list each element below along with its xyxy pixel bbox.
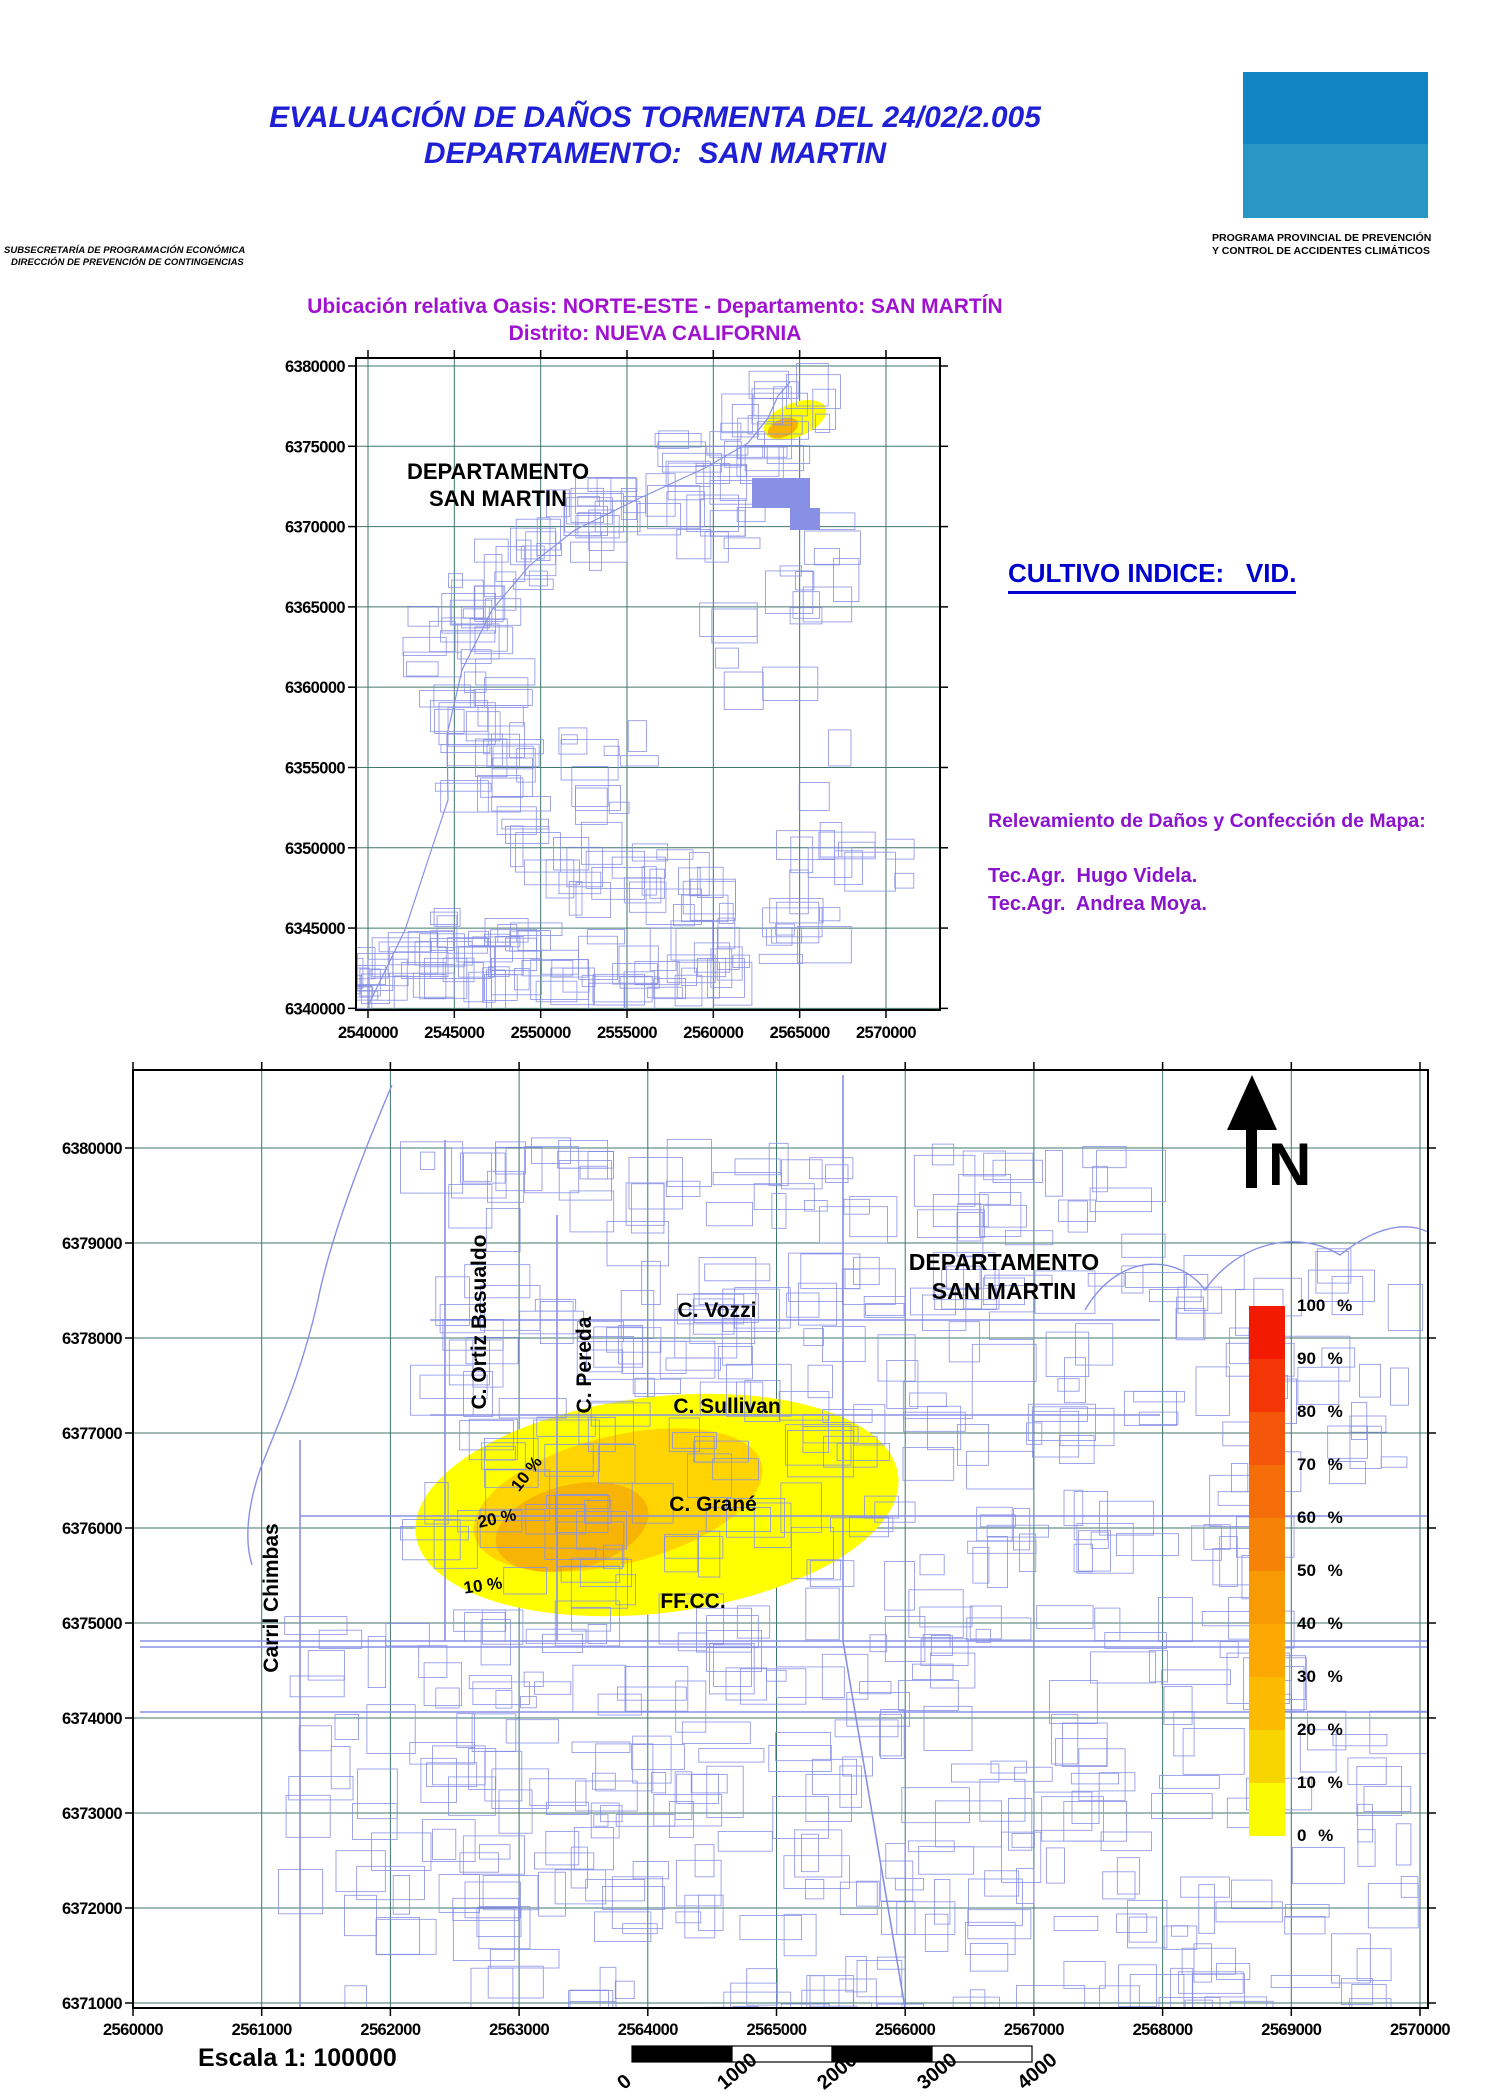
axis-tick-label: 6380000 (284, 358, 345, 376)
contour-percent-label: 10 % (462, 1573, 504, 1598)
axis-tick-label: 6373000 (61, 1805, 122, 1823)
north-label: N (1268, 1131, 1312, 1198)
tec-agr-1: Tec.Agr. Hugo Videla. (988, 865, 1198, 887)
scalebar-label: 2000 (813, 2048, 862, 2095)
program-line2: Y CONTROL DE ACCIDENTES CLIMÁTICOS (1212, 245, 1430, 257)
legend-label: 10 % (1297, 1773, 1343, 1792)
axis-tick-label: 2567000 (1003, 2021, 1064, 2039)
relevamiento-authors (988, 862, 1207, 918)
logo-bottom-band (1243, 144, 1428, 218)
axis-tick-label: 2563000 (489, 2021, 550, 2039)
axis-tick-label: 2569000 (1261, 2021, 1322, 2039)
axis-tick-label: 6375000 (61, 1615, 122, 1633)
axis-tick-label: 6345000 (284, 920, 345, 939)
agency-line1: SUBSECRETARÍA DE PROGRAMACIÓN ECONÓMICA (4, 245, 246, 256)
legend-label: 20 % (1297, 1720, 1343, 1739)
street-label: C. Vozzi (677, 1299, 757, 1322)
street-label: FF.CC. (660, 1590, 726, 1613)
axis-tick-label: 2565000 (769, 1024, 830, 1042)
street-label: C. Sullivan (673, 1395, 781, 1418)
street-label: Carril Chimbas (260, 1523, 283, 1673)
axis-tick-label: 6350000 (284, 839, 345, 858)
axis-tick-label: 6378000 (61, 1330, 122, 1348)
document-title (150, 100, 1160, 172)
legend-label: 0 % (1297, 1826, 1334, 1845)
title-line2: DEPARTAMENTO: SAN MARTIN (423, 137, 887, 170)
overview-department-line1: DEPARTAMENTO (406, 459, 590, 484)
axis-tick-label: 6360000 (284, 679, 345, 698)
axis-tick-label: 2564000 (617, 2021, 678, 2039)
map-subtitle (150, 293, 1160, 347)
scalebar-label: 3000 (913, 2048, 962, 2095)
relevamiento-title: Relevamiento de Daños y Confección de Mapa: (988, 810, 1426, 832)
subtitle-line2: Distrito: NUEVA CALIFORNIA (508, 322, 802, 345)
program-line1: PROGRAMA PROVINCIAL DE PREVENCIÓN (1212, 232, 1432, 244)
detail-department-label (878, 1248, 1130, 1306)
subtitle-line1: Ubicación relativa Oasis: NORTE-ESTE - Departamento: SAN MARTÍN (307, 295, 1003, 318)
legend-label: 70 % (1297, 1455, 1343, 1474)
legend-label: 60 % (1297, 1508, 1343, 1527)
axis-tick-label: 6370000 (284, 518, 345, 537)
axis-tick-label: 2555000 (596, 1024, 658, 1042)
legend-label: 100 % (1297, 1296, 1353, 1315)
axis-tick-label: 6365000 (284, 598, 345, 617)
axis-tick-label: 2562000 (360, 2021, 421, 2039)
legend-label: 50 % (1297, 1561, 1343, 1580)
axis-tick-label: 6379000 (61, 1235, 122, 1253)
axis-tick-label: 6375000 (284, 438, 345, 457)
street-label: C. Grané (669, 1493, 757, 1516)
axis-tick-label: 6380000 (61, 1140, 122, 1158)
scale-text: Escala 1: 100000 (198, 2044, 397, 2072)
contour-percent-label: 20 % (475, 1505, 518, 1532)
agency-text (4, 245, 245, 269)
legend-label: 90 % (1297, 1349, 1343, 1368)
axis-tick-label: 2570000 (1389, 2021, 1451, 2039)
axis-tick-label: 2560000 (683, 1024, 744, 1042)
axis-tick-label: 2566000 (875, 2021, 936, 2039)
detail-department-line2: SAN MARTIN (931, 1278, 1077, 1304)
legend-label: 80 % (1297, 1402, 1343, 1421)
axis-tick-label: 2565000 (746, 2021, 807, 2039)
title-line1: EVALUACIÓN DE DAÑOS TORMENTA DEL 24/02/2.005 (269, 101, 1041, 134)
program-text (1212, 232, 1431, 258)
agency-line2: DIRECCIÓN DE PREVENCIÓN DE CONTINGENCIAS (11, 257, 244, 268)
scalebar-label: 0 (613, 2070, 636, 2095)
axis-tick-label: 2545000 (424, 1024, 485, 1042)
scalebar-label: 4000 (1013, 2048, 1062, 2095)
overview-department-label (392, 458, 604, 512)
legend-label: 30 % (1297, 1667, 1343, 1686)
axis-tick-label: 6372000 (61, 1900, 122, 1918)
program-logo (1243, 72, 1428, 218)
axis-tick-label: 6374000 (61, 1710, 122, 1728)
legend-label: 40 % (1297, 1614, 1343, 1633)
axis-tick-label: 6377000 (61, 1425, 122, 1443)
axis-tick-label: 2550000 (510, 1024, 571, 1042)
axis-tick-label: 2570000 (855, 1024, 917, 1042)
tec-agr-2: Tec.Agr. Andrea Moya. (988, 893, 1207, 915)
overview-department-line2: SAN MARTIN (428, 486, 568, 511)
scalebar-label: 1000 (713, 2048, 762, 2095)
street-label: C. Ortiz Basualdo (468, 1234, 491, 1410)
axis-tick-label: 2540000 (337, 1024, 399, 1042)
axis-tick-label: 6340000 (284, 1000, 345, 1019)
axis-tick-label: 6355000 (284, 759, 345, 778)
axis-tick-label: 2561000 (231, 2021, 292, 2039)
contour-percent-label: 10 % (507, 1452, 547, 1495)
detail-department-line1: DEPARTAMENTO (908, 1249, 1100, 1275)
axis-tick-label: 6371000 (61, 1995, 122, 2013)
street-label: C. Pereda (573, 1316, 596, 1414)
axis-tick-label: 6376000 (61, 1520, 122, 1538)
axis-tick-label: 2568000 (1132, 2021, 1193, 2039)
axis-tick-label: 2560000 (102, 2021, 164, 2039)
cultivo-indice-label: CULTIVO INDICE: VID. (1008, 558, 1296, 594)
logo-top-band (1243, 72, 1428, 144)
